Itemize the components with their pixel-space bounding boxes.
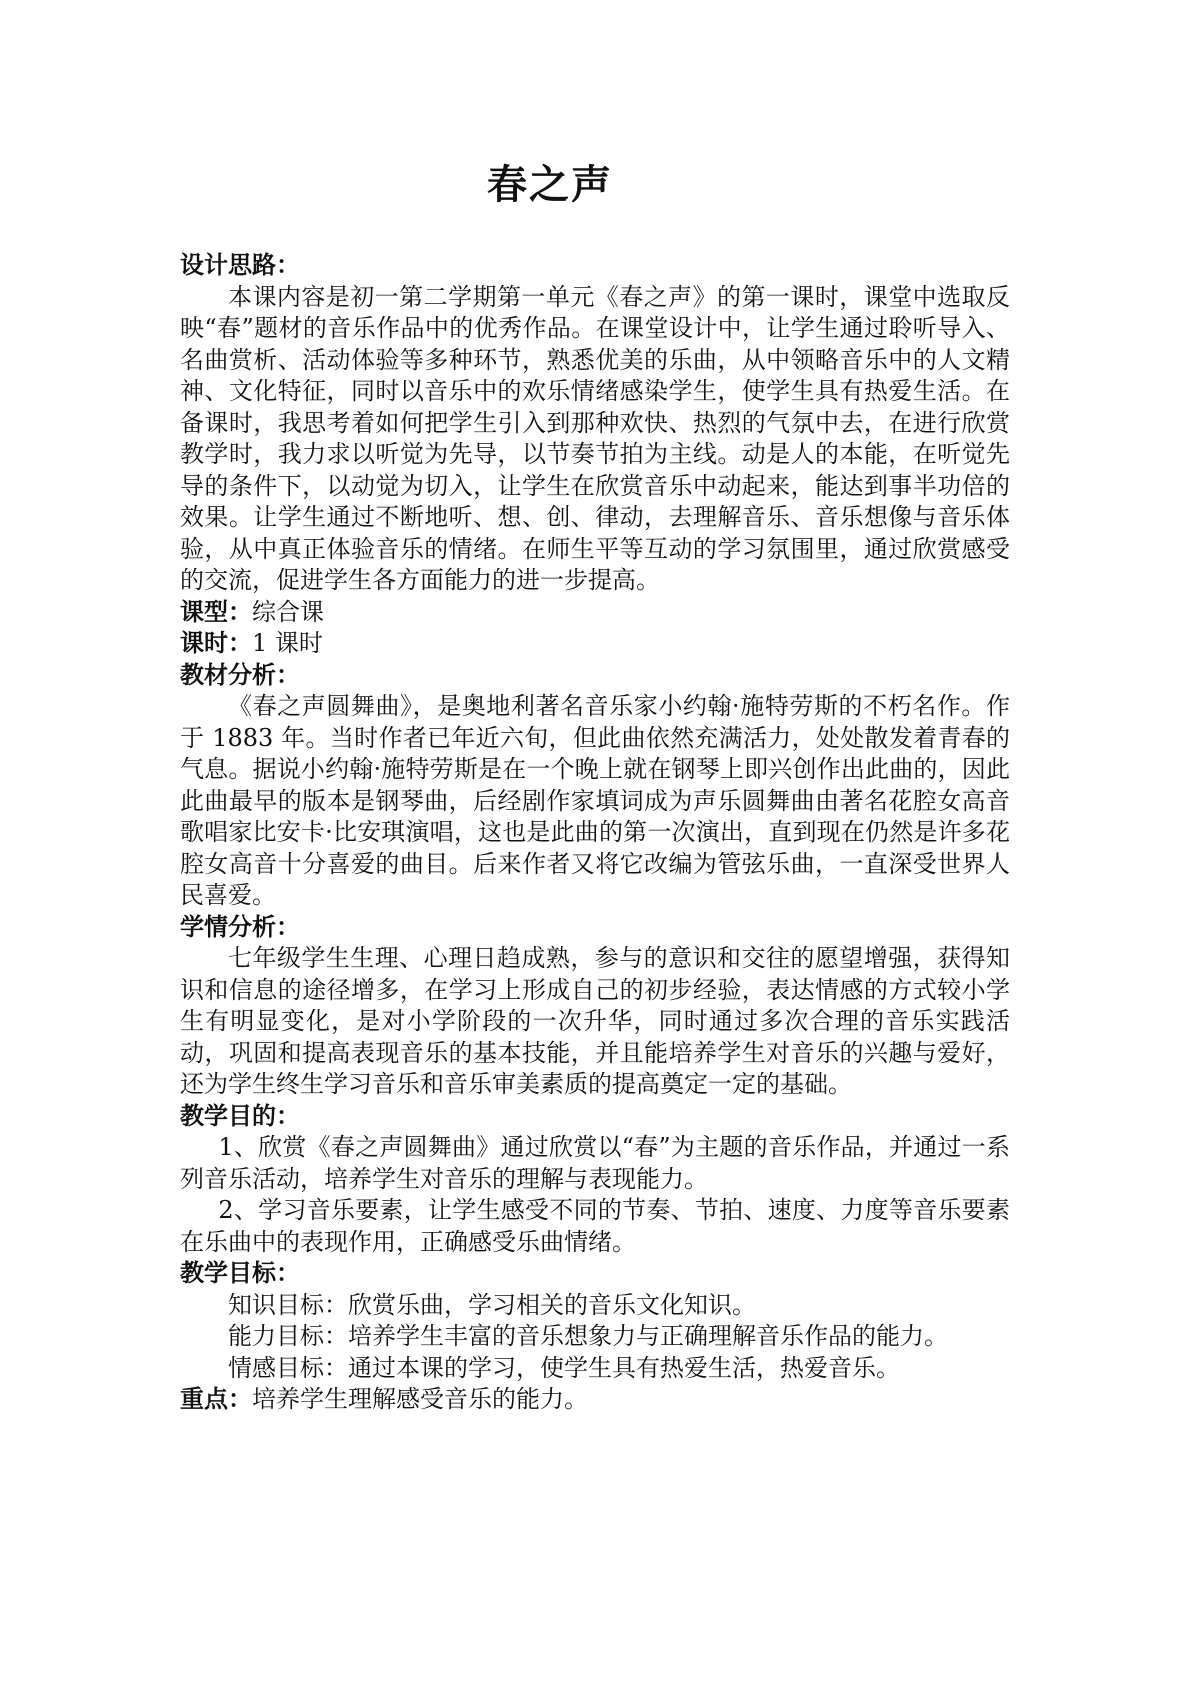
ability-goal: 能力目标：培养学生丰富的音乐想象力与正确理解音乐作品的能力。 <box>228 1322 948 1350</box>
key-point-label: 重点： <box>180 1385 252 1413</box>
lesson-type-line <box>180 597 1010 629</box>
key-point-line <box>180 1384 1010 1416</box>
goals-heading: 教学目标： <box>180 1259 300 1287</box>
lesson-time-value: 1 课时 <box>252 629 323 657</box>
material-heading: 教材分析： <box>180 660 300 689</box>
students-heading: 学情分析： <box>180 912 300 941</box>
purpose-item-2: 2、学习音乐要素，让学生感受不同的节奏、节拍、速度、力度等音乐要素在乐曲中的表现作用，正确感受乐曲情绪。 <box>180 1196 1010 1256</box>
design-paragraph: 本课内容是初一第二学期第一单元《春之声》的第一课时，课堂中选取反映“春”题材的音乐作品中的优秀作品。在课堂设计中，让学生通过聆听导入、名曲赏析、活动体验等多种环节，熟悉优美的乐曲，从中领略音乐中的人文精神、文化特征，同时以音乐中的欢乐情绪感染学生，使学生具有热爱生活。在备课时，我思考着如何把学生引入到那种欢快、热烈的气氛中去，在进行欣赏教学时，我力求以听觉为先导，以节奏节拍为主线。动是人的本能，在听觉先导的条件下，以动觉为切入，让学生在欣赏音乐中动起来，能达到事半功倍的效果。让学生通过不断地听、想、创、律动，去理解音乐、音乐想像与音乐体验，从中真正体验音乐的情绪。在师生平等互动的学习氛围里，通过欣赏感受的交流，促进学生各方面能力的进一步提高。 <box>180 282 1010 594</box>
lesson-type-label: 课型： <box>180 597 252 626</box>
purpose-item-1: 1、欣赏《春之声圆舞曲》通过欣赏以“春”为主题的音乐作品，并通过一系列音乐活动，培养学生对音乐的理解与表现能力。 <box>180 1133 1010 1193</box>
material-paragraph: 《春之声圆舞曲》，是奥地利著名音乐家小约翰·施特劳斯的不朽名作。作于 1883 年。当时作者已年近六旬，但此曲依然充满活力，处处散发着青春的气息。据说小约翰·施特劳斯是在一个晚上就在钢琴上即兴创作出此曲的，因此此曲最早的版本是钢琴曲，后经剧作家填词成为声乐圆舞曲由著名花腔女高音歌唱家比安卡·比安琪演唱，这也是此曲的第一次演出，直到现在仍然是许多花腔女高音十分喜爱的曲目。后来作者又将它改编为管弦乐曲，一直深受世界人民喜爱。 <box>180 692 1010 909</box>
students-paragraph: 七年级学生生理、心理日趋成熟，参与的意识和交往的愿望增强，获得知识和信息的途径增多，在学习上形成自己的初步经验，表达情感的方式较小学生有明显变化，是对小学阶段的一次升华，同时通过多次合理的音乐实践活动，巩固和提高表现音乐的基本技能，并且能培养学生对音乐的兴趣与爱好，还为学生终生学习音乐和音乐审美素质的提高奠定一定的基础。 <box>180 944 1010 1098</box>
emotion-goal: 情感目标：通过本课的学习，使学生具有热爱生活，热爱音乐。 <box>228 1353 900 1382</box>
lesson-time-label: 课时： <box>180 629 252 657</box>
knowledge-goal: 知识目标：欣赏乐曲，学习相关的音乐文化知识。 <box>228 1290 756 1319</box>
design-heading: 设计思路： <box>180 251 300 279</box>
document-title: 春之声 <box>487 162 613 208</box>
document-body <box>180 250 1010 1416</box>
lesson-type-value: 综合课 <box>252 597 324 626</box>
lesson-time-line <box>180 628 1010 660</box>
purpose-heading: 教学目的： <box>180 1101 300 1130</box>
key-point-value: 培养学生理解感受音乐的能力。 <box>252 1385 588 1413</box>
